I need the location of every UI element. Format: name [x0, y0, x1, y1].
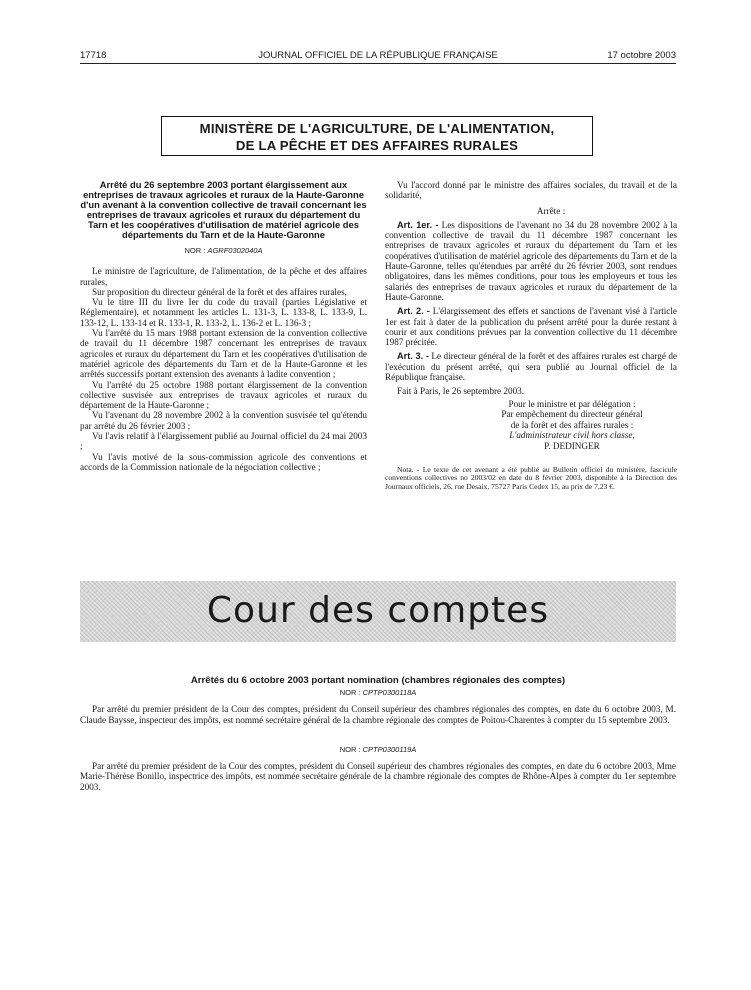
- nor-label: NOR :: [184, 246, 206, 255]
- nomination-paragraph: Par arrêté du premier président de la Cour des comptes, président du Conseil supérieur des chambres régionales des comptes, en date du 6 octobre 2003, M. Claude Baysse, inspecteur des impôts, est nommé secrétaire général de la chambre régionale des comptes de Poitou-Charentes à compter du 15 septembre 2003.: [80, 704, 676, 725]
- nor-code: CPTP0300119A: [362, 744, 417, 754]
- visa-paragraph: Vu l'avis motivé de la sous-commission agricole des conventions et accords de la Commission nationale de la négociation collective ;: [80, 451, 367, 472]
- article-label: Art. 1er. -: [397, 219, 439, 230]
- article-text: L'élargissement des effets et sanctions de l'avenant visé à l'article 1er est fait à dater de la publication du présent arrêté pour la durée restant à courir et aux conditions prévues par la convention collective du 11 décembre 1987 précitée.: [385, 306, 678, 348]
- page-number: 17718: [80, 50, 107, 61]
- left-column: [80, 180, 367, 472]
- visa-paragraph: Le ministre de l'agriculture, de l'alimentation, de la pêche et des affaires rurales,: [80, 266, 367, 287]
- article-1: [385, 220, 677, 302]
- header-rule: [80, 63, 676, 64]
- signature-line: L'administrateur civil hors classe,: [509, 430, 635, 441]
- visa-paragraph: Vu l'avenant du 28 novembre 2002 à la convention susvisée tel qu'étendu par arrêté du 26 février 2003 ;: [80, 410, 367, 431]
- article-label: Art. 2. -: [397, 306, 430, 317]
- right-column: [385, 180, 677, 491]
- arrete-title: Arrêté du 26 septembre 2003 portant élargissement aux entreprises de travaux agricoles et ruraux de la Haute-Garonne d'un avenant à la convention collective de travail concernant les entreprises de travaux agricoles et ruraux du département du Tarn et les coopératives d'utilisation de matériel agricole des départements du Tarn et de la Haute-Garonne: [80, 179, 367, 240]
- signatory-name: P. DEDINGER: [544, 441, 600, 452]
- ministry-heading-box: [161, 116, 593, 156]
- nor-reference: [80, 246, 367, 256]
- section-title: Arrêtés du 6 octobre 2003 portant nomination (chambres régionales des comptes): [190, 675, 566, 686]
- ministry-heading-line1: MINISTÈRE DE L'AGRICULTURE, DE L'ALIMENTATION,: [199, 121, 555, 136]
- visa-paragraph: Vu l'avis relatif à l'élargissement publié au Journal officiel du 24 mai 2003 ;: [80, 431, 367, 452]
- article-3: [385, 351, 677, 382]
- nor-code: AGRF0302040A: [207, 246, 263, 255]
- signature-line: Par empêchement du directeur général: [501, 409, 643, 420]
- article-label: Art. 3. -: [397, 351, 429, 362]
- cour-des-comptes-section: [80, 676, 676, 792]
- ministry-heading-line2: DE LA PÊCHE ET DES AFFAIRES RURALES: [235, 138, 519, 153]
- section-banner: [80, 581, 676, 642]
- article-text: Les dispositions de l'avenant no 34 du 28 novembre 2002 à la convention collective de travail du 11 décembre 1987 concernant les entreprises de travaux agricoles et ruraux du département du Tarn et les coopératives d'utilisation de matériel agricole des départements du Tarn et de la Haute-Garonne, telles qu'étendues par arrêté du 26 février 2003, sont rendues obligatoires, dans les mêmes conditions, pour tous les employeurs et tous les salariés des entreprises de travaux agricoles et ruraux du département de la Haute-Garonne.: [385, 219, 678, 302]
- nota-note: Nota. - Le texte de cet avenant a été publié au Bulletin officiel du ministère, fascicule conventions collectives no 2003/02 en date du 8 février 2003, disponible à la Direction des Journaux officiels, 26, rue Desaix, 75727 Paris Cedex 15, au prix de 7,23 €.: [385, 464, 677, 491]
- nor-label: NOR :: [339, 688, 361, 697]
- signature-line: Pour le ministre et par délégation :: [508, 398, 636, 409]
- arrete-label: Arrête :: [536, 205, 566, 216]
- nomination-paragraph: Par arrêté du premier président de la Cour des comptes, président du Conseil supérieur des chambres régionales des comptes, en date du 6 octobre 2003, Mme Marie-Thérèse Bonillo, inspectrice des impôts, est nommée secrétaire générale de la chambre régionale des comptes de Rhône-Alpes à compter du 1er septembre 2003.: [80, 761, 676, 792]
- visa-paragraph: Vu l'arrêté du 15 mars 1988 portant extension de la convention collective de travail du 11 décembre 1987 concernant les entreprises de travaux agricoles et ruraux du département du Tarn et les coopératives d'utilisation de matériel agricole des départements du Tarn et de la Haute-Garonne et les arrêtés successifs portant extension des avenants à ladite convention ;: [80, 328, 367, 380]
- section-banner-title: Cour des comptes: [206, 590, 550, 631]
- signature-line: de la forêt et des affaires rurales :: [510, 419, 634, 430]
- journal-title: JOURNAL OFFICIEL DE LA RÉPUBLIQUE FRANÇAISE: [258, 50, 498, 61]
- visa-paragraph: Vu le titre III du livre Ier du code du travail (parties Législative et Réglementaire), et notamment les articles L. 131-3, L. 133-8, L. 133-9, L. 133-12, L. 133-14 et R. 133-1, R. 133-2, L. 136-2 et L. 136-3 ;: [80, 297, 367, 328]
- visa-paragraph: Vu l'arrêté du 25 octobre 1988 portant élargissement de la convention collective susvisée aux entreprises de travaux agricoles et ruraux du département de la Haute-Garonne ;: [80, 379, 367, 411]
- nor-code: CPTP0300118A: [362, 688, 417, 697]
- visa-paragraph: Vu l'accord donné par le ministre des affaires sociales, du travail et de la solidarité,: [385, 180, 677, 201]
- article-2: [385, 306, 677, 347]
- nor-label: NOR :: [339, 744, 361, 754]
- visa-paragraph: Sur proposition du directeur général de la forêt et des affaires rurales,: [92, 286, 347, 297]
- section-spacer: [80, 725, 676, 743]
- nor-reference: [80, 688, 676, 698]
- signature-block: [385, 399, 677, 452]
- article-text: Le directeur général de la forêt et des affaires rurales est chargé de l'exécution du présent arrêté, qui sera publié au Journal officiel de la République française.: [385, 351, 677, 383]
- signing-place-date: Fait à Paris, le 26 septembre 2003.: [397, 386, 525, 397]
- nor-reference: [80, 745, 676, 755]
- issue-date: 17 octobre 2003: [607, 50, 676, 61]
